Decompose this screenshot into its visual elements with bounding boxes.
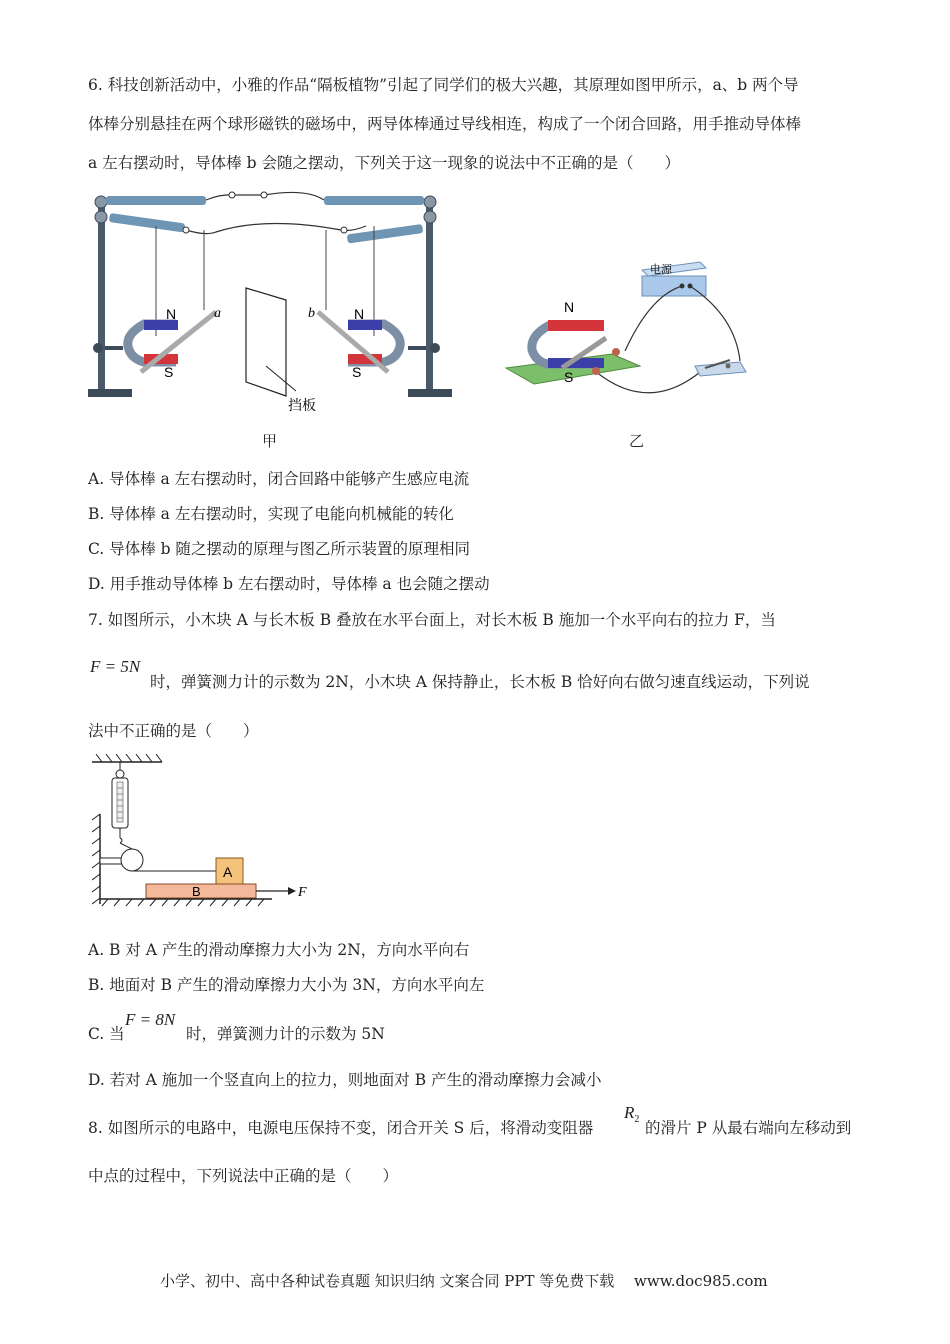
q7-option-a: A. B 对 A 产生的滑动摩擦力大小为 2N，方向水平向右 — [88, 941, 470, 959]
q8-stem-line2: 中点的过程中，下列说法中正确的是（ ） — [88, 1167, 399, 1185]
left-stand-base — [88, 389, 132, 397]
q6-option-d: D. 用手推动导体棒 b 左右摆动时，导体棒 a 也会随之摆动 — [88, 575, 490, 593]
upper-right-arm — [324, 196, 424, 205]
label-B: B — [192, 884, 201, 899]
q8-stem-line1b: 的滑片 P 从最右端向左移动到 — [645, 1119, 852, 1137]
switch — [695, 360, 746, 376]
label-N-yi: N — [564, 299, 575, 315]
right-stand-base — [408, 389, 452, 397]
label-A: A — [223, 864, 233, 880]
left-stand-pole — [98, 200, 105, 392]
q7-stem-line1: 7. 如图所示，小木块 A 与长木板 B 叠放在水平台面上，对长木板 B 施加一个水平向右的拉力 F，当 — [88, 611, 776, 629]
q6-stem-line2: 体棒分别悬挂在两个球形磁铁的磁场中，两导体棒通过导线相连，构成了一个闭合回路，用手推动导体棒 — [88, 115, 802, 133]
spring-scale — [112, 770, 128, 843]
q7-option-d: D. 若对 A 施加一个竖直向上的拉力，则地面对 B 产生的滑动摩擦力会减小 — [88, 1071, 602, 1089]
q7-stem-line3: 法中不正确的是（ ） — [88, 722, 259, 740]
figure-jia — [86, 186, 456, 416]
q7-stem-line2: 时，弹簧测力计的示数为 2N，小木块 A 保持静止，长木板 B 恰好向右做匀速直线运动，下列说 — [150, 673, 810, 691]
caption-jia: 甲 — [262, 432, 278, 450]
label-a: a — [214, 306, 221, 321]
board-B — [146, 884, 256, 898]
q6-option-b: B. 导体棒 a 左右摆动时，实现了电能向机械能的转化 — [88, 505, 454, 523]
q8-stem-line1a: 8. 如图所示的电路中，电源电压保持不变，闭合开关 S 后，将滑动变阻器 — [88, 1119, 594, 1137]
label-baffle: 挡板 — [288, 398, 316, 414]
baffle — [246, 288, 286, 396]
label-power: 电源 — [650, 263, 672, 276]
label-S-yi: S — [564, 369, 574, 385]
q6-stem-line1: 6. 科技创新活动中，小雅的作品“隔板植物”引起了同学们的极大兴趣，其原理如图甲所示，a、b 两个导 — [88, 76, 799, 94]
q6-option-a: A. 导体棒 a 左右摆动时，闭合回路中能够产生感应电流 — [88, 470, 470, 488]
q8-formula-R2: $R_2$ — [624, 1103, 640, 1126]
caption-yi: 乙 — [629, 432, 645, 450]
q6-option-c: C. 导体棒 b 随之摆动的原理与图乙所示装置的原理相同 — [88, 540, 470, 558]
q8-formula-subscript: 2 — [634, 1114, 640, 1126]
q7-option-c-suffix: 时，弹簧测力计的示数为 5N — [186, 1025, 385, 1043]
figure-q7 — [92, 754, 322, 912]
bottom-wire — [186, 223, 366, 233]
pulley — [121, 849, 143, 871]
page-footer: 小学、初中、高中各种试卷真题 知识归纳 文案合同 PPT 等免费下载 www.doc985.com — [160, 1272, 768, 1290]
q6-stem-line3: a 左右摆动时，导体棒 b 会随之摆动，下列关于这一现象的说法中不正确的是（ ） — [88, 154, 680, 172]
label-F: F — [298, 885, 307, 900]
q7-option-c-formula: F = 8N — [125, 1010, 176, 1029]
q7-formula-1: F = 5N — [90, 657, 141, 676]
label-N-right: N — [354, 306, 365, 322]
q7-option-c-prefix: C. 当 — [88, 1025, 125, 1043]
label-S-right: S — [352, 364, 362, 380]
label-S-left: S — [164, 364, 174, 380]
upper-left-arm — [106, 196, 206, 205]
label-N-left: N — [166, 306, 177, 322]
right-stand-pole — [426, 200, 433, 392]
left-horseshoe-magnet — [128, 320, 178, 364]
label-b: b — [308, 306, 315, 321]
q7-option-b: B. 地面对 B 产生的滑动摩擦力大小为 3N，方向水平向左 — [88, 976, 485, 994]
figure-yi — [500, 256, 760, 406]
